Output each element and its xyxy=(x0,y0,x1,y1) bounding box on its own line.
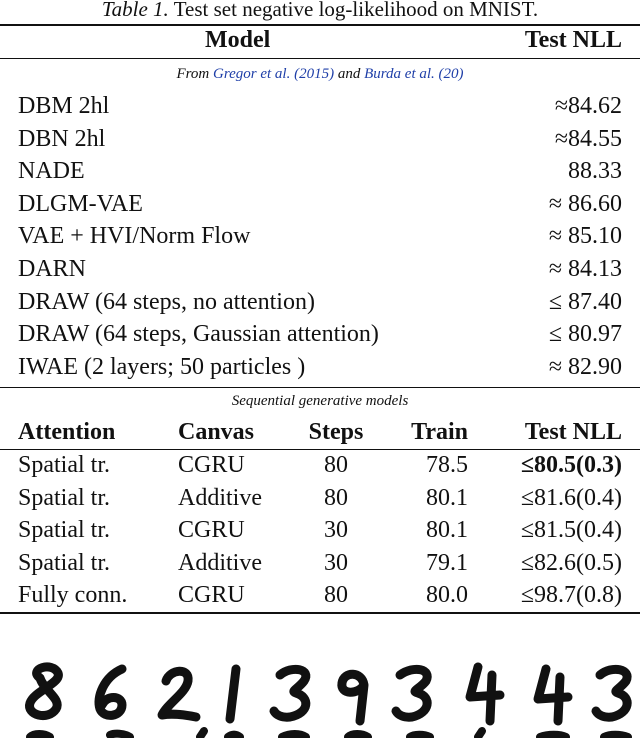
steps-cell: 80 xyxy=(324,582,348,609)
table-row xyxy=(0,482,640,514)
section-rule xyxy=(0,387,640,388)
table2-header xyxy=(0,416,640,448)
steps-cell: 30 xyxy=(324,549,348,576)
nll-value: ≈84.62 xyxy=(554,93,622,119)
steps-cell: 80 xyxy=(324,484,348,511)
steps-cell: 80 xyxy=(324,452,348,478)
model-name: DBN 2hl xyxy=(18,125,106,152)
table-row xyxy=(0,318,640,350)
test-nll-cell: ≤80.5(0.3) xyxy=(520,452,622,478)
source-prefix: From xyxy=(176,66,210,82)
model-name: DRAW (64 steps, no attention) xyxy=(18,288,315,315)
attention-cell: Spatial tr. xyxy=(18,484,110,511)
test-nll-cell: ≤82.6(0.5) xyxy=(520,549,622,576)
model-name: VAE + HVI/Norm Flow xyxy=(18,223,251,250)
train-cell: 80.0 xyxy=(426,582,468,609)
header-rule xyxy=(0,58,640,59)
nll-header: Test NLL xyxy=(524,27,622,53)
nll-value: ≈ 84.13 xyxy=(548,256,622,282)
canvas-cell: Additive xyxy=(178,549,262,576)
train-cell: 80.1 xyxy=(426,484,468,511)
canvas-cell: CGRU xyxy=(178,582,245,609)
steps-cell: 30 xyxy=(324,517,348,544)
canvas-cell: CGRU xyxy=(178,517,245,544)
table-row xyxy=(0,90,640,122)
train-cell: 79.1 xyxy=(426,549,468,576)
nll-value: ≈ 85.10 xyxy=(548,223,622,250)
model-name: DBM 2hl xyxy=(18,93,110,119)
table-row xyxy=(0,449,640,481)
model-name: IWAE (2 layers; 50 particles ) xyxy=(18,353,306,380)
train-cell: 78.5 xyxy=(426,452,468,478)
nll-value: ≤ 80.97 xyxy=(548,321,622,348)
table-row xyxy=(0,220,640,252)
canvas-cell: CGRU xyxy=(178,452,245,478)
attention-cell: Spatial tr. xyxy=(18,549,110,576)
table-row xyxy=(0,253,640,285)
test-nll-cell: ≤98.7(0.8) xyxy=(520,582,622,609)
table-row xyxy=(0,286,640,318)
caption-text: Test set negative log-likelihood on MNIST. xyxy=(173,0,539,21)
attention-header: Attention xyxy=(18,419,116,445)
steps-header: Steps xyxy=(308,419,364,445)
caption-label: Table 1. xyxy=(101,0,169,21)
nll-value: 88.33 xyxy=(568,158,622,185)
table2-title: Sequential generative models xyxy=(231,393,409,409)
test-nll-cell: ≤81.6(0.4) xyxy=(520,484,622,511)
source-note xyxy=(0,66,640,83)
test-nll-header: Test NLL xyxy=(524,419,622,445)
test-nll-cell: ≤81.5(0.4) xyxy=(520,517,622,544)
table-caption xyxy=(0,0,640,22)
model-name: DARN xyxy=(18,256,87,282)
nll-value: ≤ 87.40 xyxy=(548,288,622,315)
table-row xyxy=(0,123,640,155)
train-header: Train xyxy=(411,419,468,445)
nll-value: ≈ 86.60 xyxy=(548,190,622,217)
table-row xyxy=(0,155,640,187)
attention-cell: Fully conn. xyxy=(18,582,128,609)
train-cell: 80.1 xyxy=(426,517,468,544)
bottom-rule xyxy=(0,612,640,614)
nll-value: ≈84.55 xyxy=(554,125,622,152)
model-name: DRAW (64 steps, Gaussian attention) xyxy=(18,321,379,348)
canvas-header: Canvas xyxy=(178,419,255,445)
table-row xyxy=(0,579,640,611)
table-row xyxy=(0,547,640,579)
model-header: Model xyxy=(205,27,271,53)
citation-gregor-year[interactable]: (2015) xyxy=(294,66,335,82)
citation-burda[interactable]: Burda et al. xyxy=(364,66,435,82)
citation-gregor[interactable]: Gregor et al. xyxy=(212,66,291,82)
table-row xyxy=(0,351,640,383)
source-and: and xyxy=(337,66,361,82)
attention-cell: Spatial tr. xyxy=(18,452,110,478)
model-name: DLGM-VAE xyxy=(18,190,143,217)
canvas-cell: Additive xyxy=(178,484,262,511)
table1-header xyxy=(0,24,640,56)
nll-value: ≈ 82.90 xyxy=(548,353,622,380)
attention-cell: Spatial tr. xyxy=(18,517,110,544)
citation-burda-year[interactable]: (20) xyxy=(438,66,464,82)
table-row xyxy=(0,188,640,220)
table-row xyxy=(0,514,640,546)
model-name: NADE xyxy=(18,158,85,185)
mnist-samples-image xyxy=(0,655,640,738)
